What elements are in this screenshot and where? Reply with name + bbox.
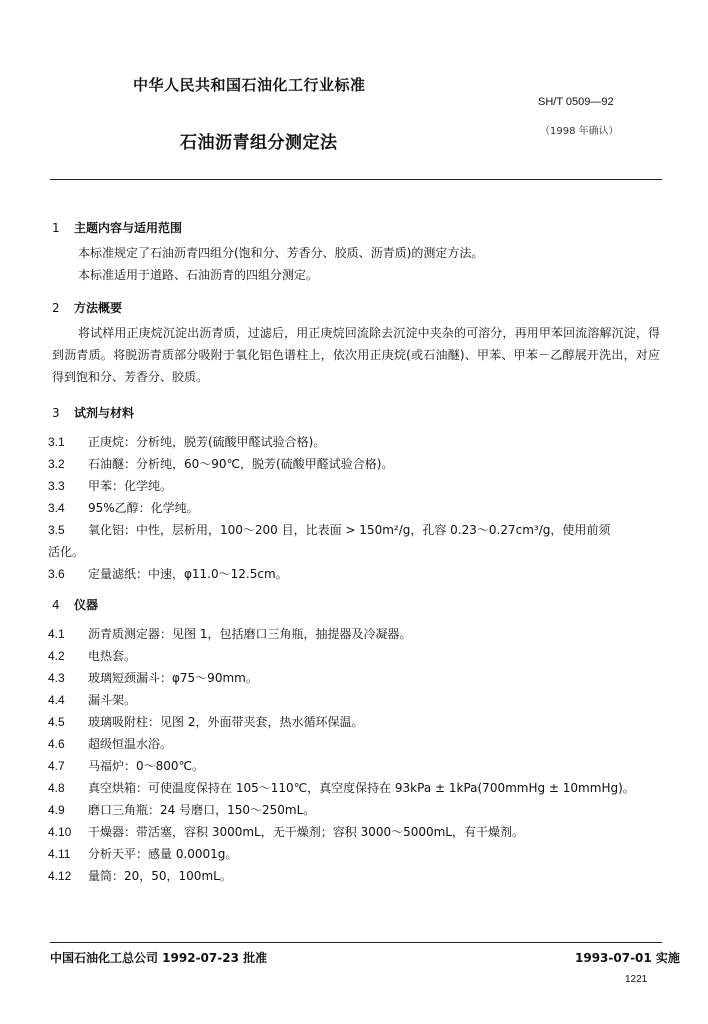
list-item xyxy=(48,799,660,821)
item-number: 3.5 xyxy=(48,523,65,537)
section-1-para-2: 本标准适用于道路、石油沥青的四组分测定。 xyxy=(78,268,319,282)
item-number: 4.6 xyxy=(48,737,65,751)
list-item xyxy=(48,519,660,563)
item-text: 氧化铝：中性，层析用，100～200 目，比表面 > 150m²/g，孔容 0.23～0.27cm³/g，使用前须 xyxy=(88,523,611,537)
list-item xyxy=(48,843,660,865)
item-number: 4.11 xyxy=(48,847,71,861)
list-item xyxy=(48,475,660,497)
issuer-title: 中华人民共和国石油化工行业标准 xyxy=(133,76,366,94)
item-text: 沥青质测定器：见图 1，包括磨口三角瓶，抽提器及冷凝器。 xyxy=(88,627,412,641)
section-number: 3 xyxy=(52,406,60,420)
section-title: 方法概要 xyxy=(74,301,123,315)
list-item xyxy=(48,431,660,453)
item-text: 石油醚：分析纯，60～90℃，脱芳(硫酸甲醛试验合格)。 xyxy=(88,457,394,471)
section-2-heading xyxy=(52,299,122,316)
item-number: 3.6 xyxy=(48,567,65,581)
list-item xyxy=(48,667,660,689)
section-title: 仪器 xyxy=(74,598,99,612)
item-number: 3.3 xyxy=(48,479,65,493)
list-item xyxy=(48,711,660,733)
item-number: 3.1 xyxy=(48,435,65,449)
section-title: 主题内容与适用范围 xyxy=(74,221,183,235)
item-number: 3.4 xyxy=(48,501,65,515)
item-number: 4.4 xyxy=(48,693,65,707)
document-title: 石油沥青组分测定法 xyxy=(180,133,338,153)
item-text: 玻璃短颈漏斗：φ75～90mm。 xyxy=(88,671,258,685)
item-text: 玻璃吸附柱：见图 2，外面带夹套，热水循环保温。 xyxy=(88,715,364,729)
item-text: 干燥器：带活塞，容积 3000mL，无干燥剂；容积 3000～5000mL，有干燥剂。 xyxy=(88,825,524,839)
item-text: 正庚烷：分析纯，脱芳(硫酸甲醛试验合格)。 xyxy=(88,435,326,449)
list-item xyxy=(48,563,660,585)
item-text: 95%乙醇：化学纯。 xyxy=(88,501,199,515)
item-number: 4.12 xyxy=(48,869,72,883)
item-number: 4.10 xyxy=(48,825,72,839)
section-title: 试剂与材料 xyxy=(74,406,135,420)
item-text: 真空烘箱：可使温度保持在 105～110℃，真空度保持在 93kPa ± 1kPa(700mmHg ± 10mmHg)。 xyxy=(88,781,635,795)
approval-line: 中国石油化工总公司 1992-07-23 批准 xyxy=(50,951,268,965)
item-text: 马福炉：0～800℃。 xyxy=(88,759,205,773)
item-number: 4.5 xyxy=(48,715,65,729)
item-number: 4.9 xyxy=(48,803,65,817)
section-number: 4 xyxy=(52,598,60,612)
list-item xyxy=(48,623,660,645)
section-number: 1 xyxy=(52,221,60,235)
item-text: 量筒：20，50，100mL。 xyxy=(88,869,232,883)
item-number: 4.2 xyxy=(48,649,65,663)
section-number: 2 xyxy=(52,301,60,315)
footer-divider xyxy=(50,942,662,943)
section-2-para-1: 将试样用正庚烷沉淀出沥青质，过滤后，用正庚烷回流除去沉淀中夹杂的可溶分，再用甲苯回流溶解沉淀，得到沥青质。将脱沥青质部分吸附于氧化铝色谱柱上，依次用正庚烷(或石油醚)、甲苯、甲苯－乙醇展开洗出，对应得到饱和分、芳香分、胶质。 xyxy=(52,326,660,384)
item-number: 4.8 xyxy=(48,781,65,795)
list-item xyxy=(48,645,660,667)
item-number: 4.3 xyxy=(48,671,65,685)
section-4-heading xyxy=(52,596,98,613)
item-text: 电热套。 xyxy=(88,649,137,663)
list-item xyxy=(48,821,660,843)
implementation-date: 1993-07-01 实施 xyxy=(575,951,680,965)
confirmation-note: （1998 年确认） xyxy=(540,126,619,137)
item-text: 超级恒温水浴。 xyxy=(88,737,173,751)
item-text-continuation: 活化。 xyxy=(48,545,85,559)
list-item xyxy=(48,497,660,519)
standard-number: SH/T 0509—92 xyxy=(538,96,614,108)
item-number: 4.1 xyxy=(48,627,65,641)
header-divider xyxy=(50,179,662,180)
item-text: 分析天平：感量 0.0001g。 xyxy=(88,847,238,861)
item-number: 4.7 xyxy=(48,759,65,773)
section-1-heading xyxy=(52,219,182,236)
item-text: 漏斗架。 xyxy=(88,693,137,707)
item-text: 甲苯：化学纯。 xyxy=(88,479,173,493)
list-item xyxy=(48,733,660,755)
section-3-heading xyxy=(52,404,134,421)
item-number: 3.2 xyxy=(48,457,65,471)
list-item xyxy=(48,865,660,887)
section-1-para-1: 本标准规定了石油沥青四组分(饱和分、芳香分、胶质、沥青质)的测定方法。 xyxy=(78,246,484,260)
list-item xyxy=(48,689,660,711)
item-text: 定量滤纸：中速，φ11.0～12.5cm。 xyxy=(88,567,288,581)
list-item xyxy=(48,453,660,475)
list-item xyxy=(48,755,660,777)
item-text: 磨口三角瓶：24 号磨口，150～250mL。 xyxy=(88,803,316,817)
list-item xyxy=(48,777,660,799)
page-number: 1221 xyxy=(625,974,648,985)
